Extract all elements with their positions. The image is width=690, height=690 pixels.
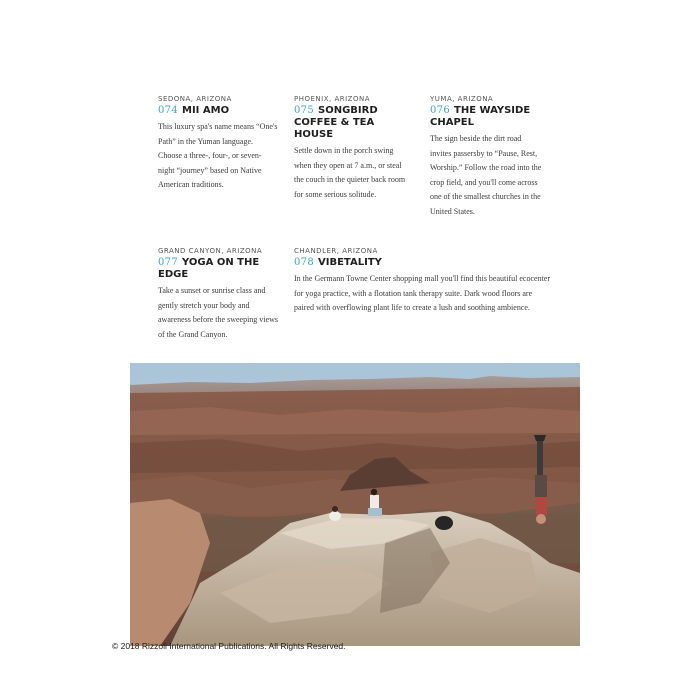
entry-location: CHANDLER, ARIZONA	[294, 247, 378, 255]
copyright-notice: © 2018 Rizzoli International Publications. All Rights Reserved.	[112, 641, 346, 651]
entry-title	[158, 105, 278, 117]
entry-location: SEDONA, ARIZONA	[158, 95, 232, 103]
entry-location: PHOENIX, ARIZONA	[294, 95, 371, 103]
entry-description: This luxury spa's name means “One's Path” in the Yuman language. Choose a three-, four-, or seven-night “journey” based on Native American traditions.	[158, 122, 278, 189]
entry-title	[158, 257, 284, 281]
entry-title-text: THE WAYSIDE CHAPEL	[430, 105, 531, 128]
entry-title	[294, 257, 550, 269]
entry-description: In the Germann Towne Center shopping mall you'll find this beautiful ecocenter for yoga practice, with a flotation tank therapy suite. Dark wood floors are paired with overflowing plant life to create a lush and soothing ambience.	[294, 274, 550, 312]
entry-title-text: MII AMO	[182, 105, 230, 116]
entry-description: The sign beside the dirt road invites passersby to “Pause, Rest, Worship.” Follow the road into the crop field, and you'll come across one of the smallest churches in the United States.	[430, 134, 542, 216]
entry-mii-amo	[158, 94, 278, 193]
entry-description: Take a sunset or sunrise class and gently stretch your body and awareness before the sweeping views of the Grand Canyon.	[158, 286, 278, 339]
entry-title-text: SONGBIRD COFFEE & TEA HOUSE	[294, 105, 378, 140]
entry-number: 074	[158, 105, 178, 116]
entry-title	[294, 105, 406, 141]
entry-number: 075	[294, 105, 314, 116]
entry-wayside-chapel	[430, 94, 542, 219]
entry-location: GRAND CANYON, ARIZONA	[158, 247, 263, 255]
entry-description: Settle down in the porch swing when they open at 7 a.m., or steal the couch in the quieter back room for some serious solitude.	[294, 146, 406, 199]
entry-title-text: YOGA ON THE EDGE	[158, 257, 260, 280]
entry-location: YUMA, ARIZONA	[430, 95, 494, 103]
entry-number: 076	[430, 105, 450, 116]
entry-number: 078	[294, 257, 314, 268]
entry-title-text: VIBETALITY	[318, 257, 382, 268]
entry-title	[430, 105, 542, 129]
entry-number: 077	[158, 257, 178, 268]
entry-songbird-coffee	[294, 94, 406, 202]
entry-vibetality	[294, 246, 550, 316]
grand-canyon-photo	[130, 363, 580, 646]
entry-yoga-on-the-edge	[158, 246, 284, 342]
